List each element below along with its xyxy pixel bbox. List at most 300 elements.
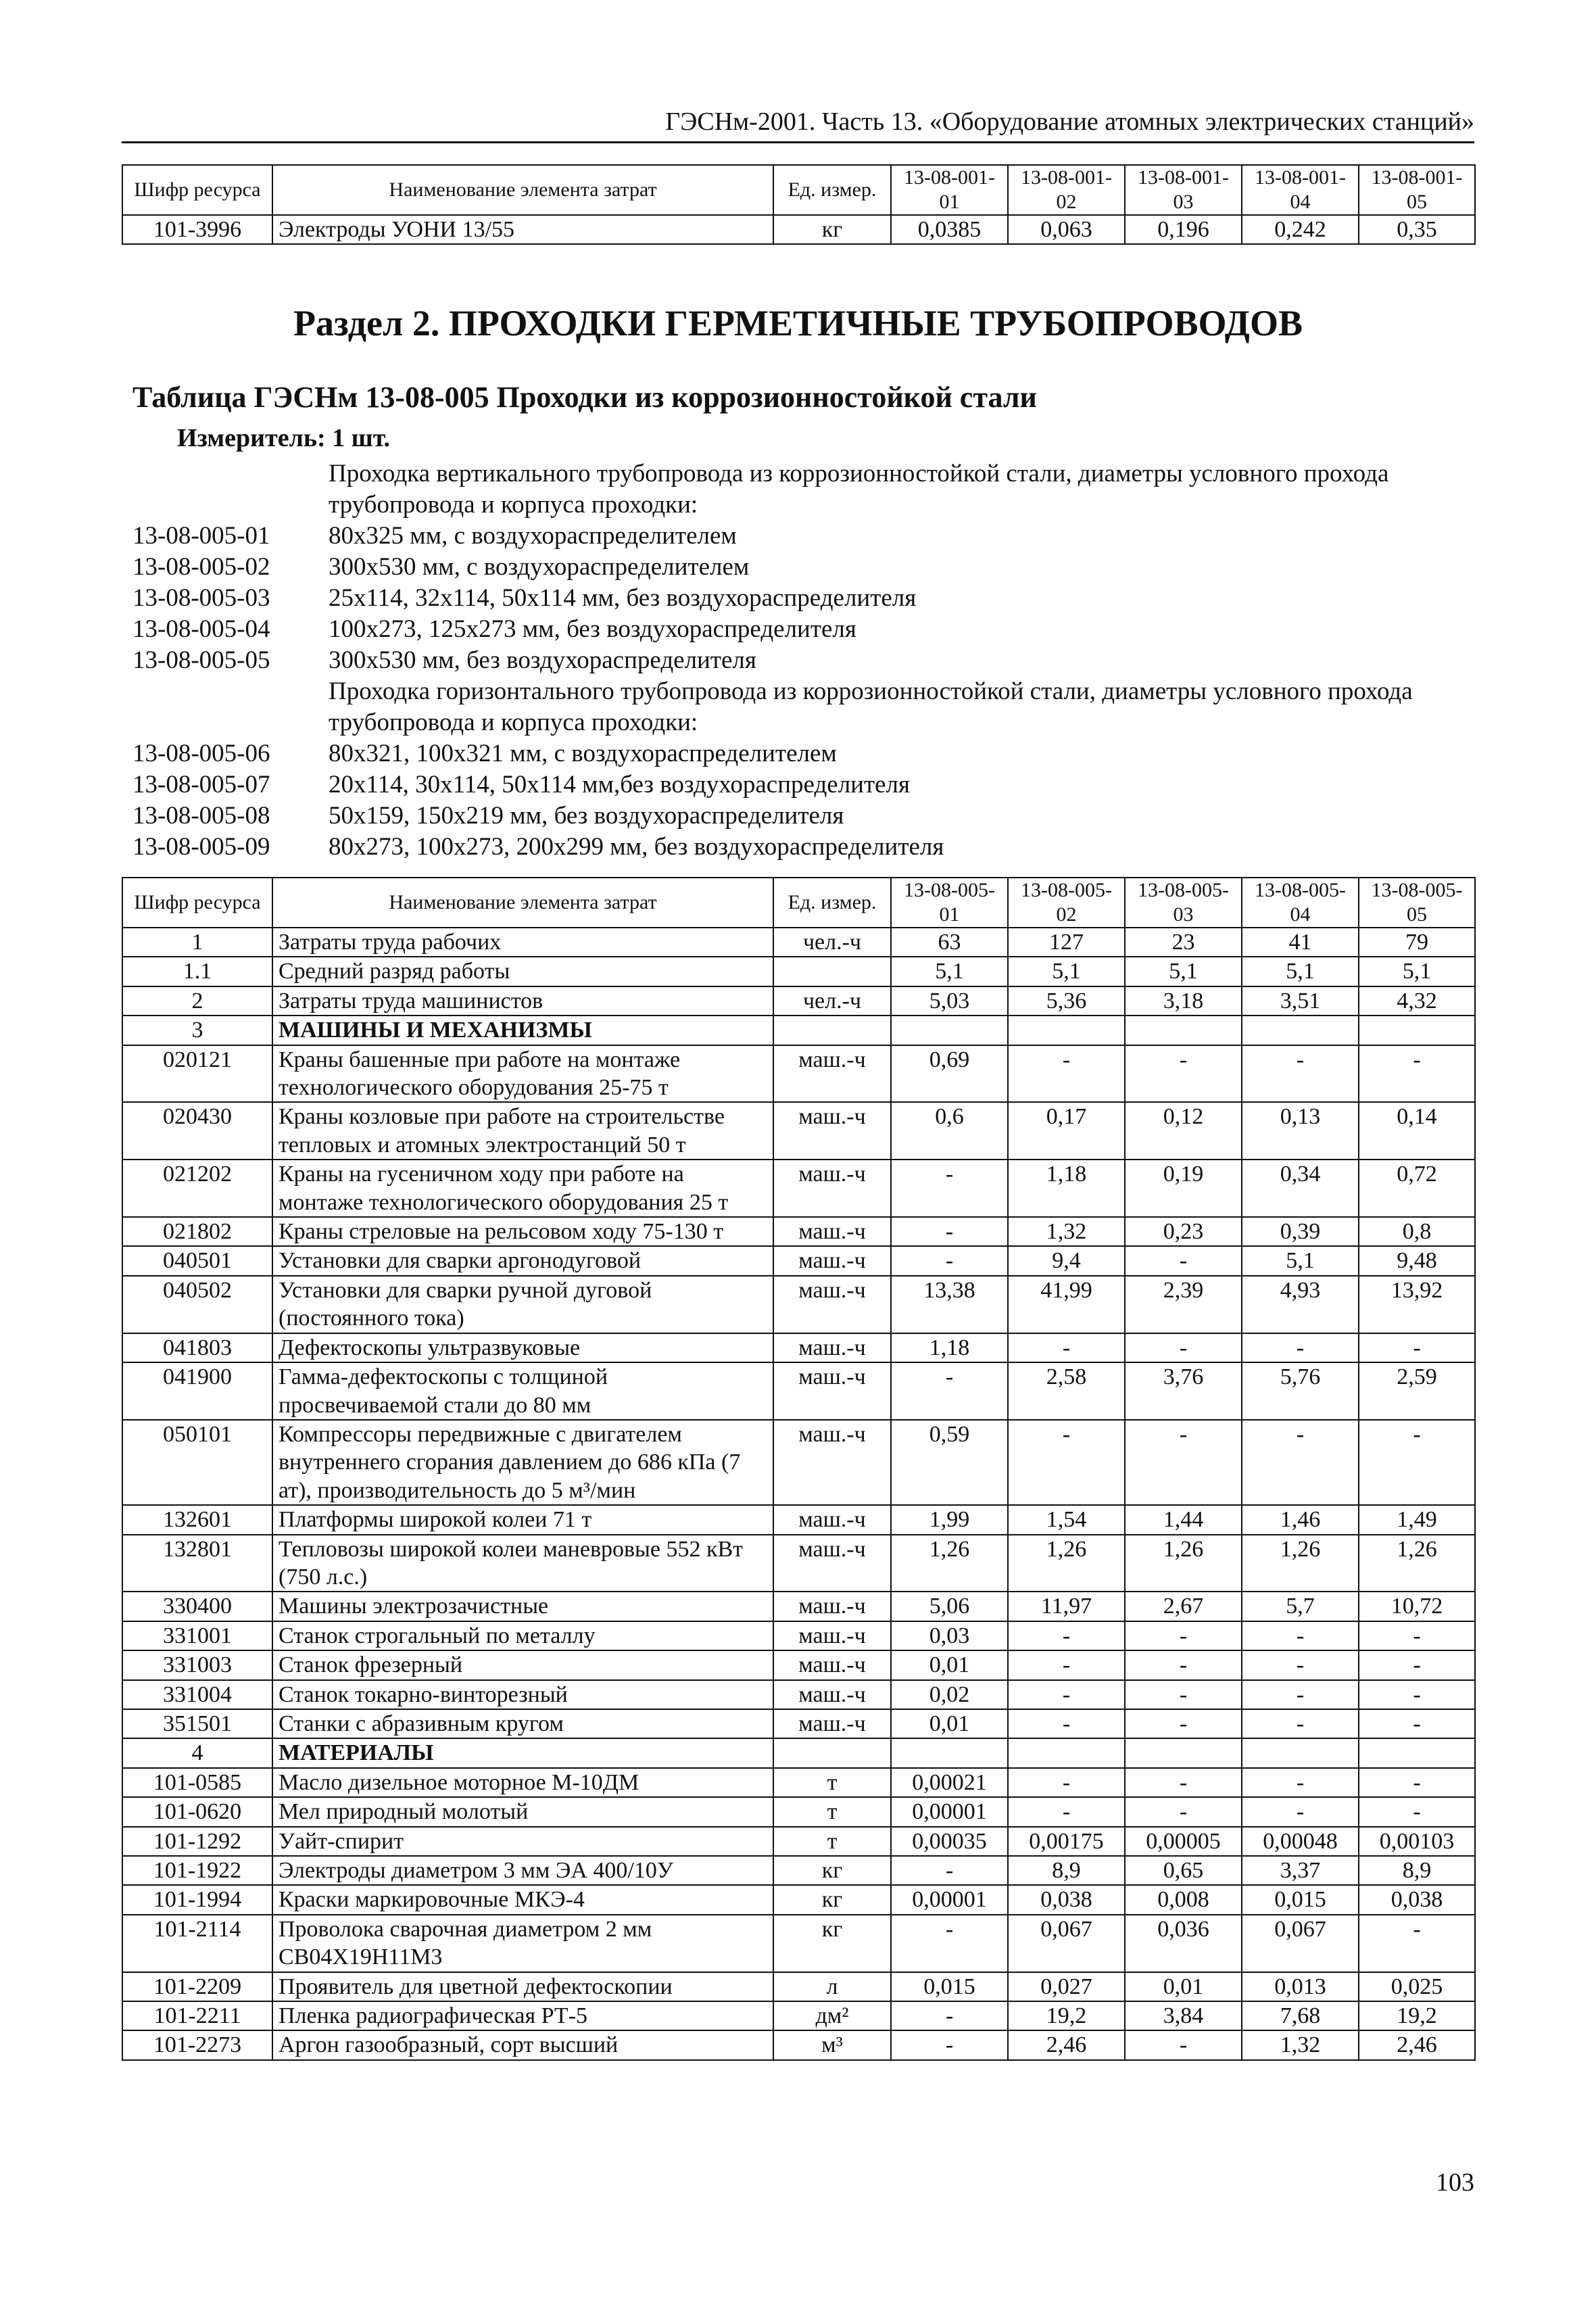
norm-value: 0,00035 bbox=[891, 1827, 1008, 1856]
resource-name: Проволока сварочная диаметром 2 мм СВ04Х19Н11М3 bbox=[272, 1915, 773, 1972]
norm-value: - bbox=[1359, 1045, 1475, 1103]
resource-code: 101-2114 bbox=[122, 1915, 272, 1972]
description-text: 25х114, 32х114, 50х114 мм, без воздухораспределителя bbox=[329, 584, 917, 612]
norm-value: 1,26 bbox=[1359, 1535, 1475, 1592]
norm-value: - bbox=[1008, 1680, 1125, 1709]
resource-name: Установки для сварки аргонодуговой bbox=[272, 1246, 773, 1275]
column-header-name: Наименование элемента затрат bbox=[272, 878, 773, 928]
column-header-norm: 13-08-005-05 bbox=[1359, 878, 1475, 928]
norm-value: 41,99 bbox=[1008, 1276, 1125, 1333]
norm-value: - bbox=[1125, 1333, 1242, 1362]
resource-code: 132601 bbox=[122, 1505, 272, 1534]
table-row bbox=[122, 1856, 1475, 1885]
column-header-unit: Ед. измер. bbox=[773, 165, 891, 215]
unit: маш.-ч bbox=[773, 1650, 891, 1679]
norm-value: 5,03 bbox=[891, 986, 1008, 1016]
resource-name: Краны козловые при работе на строительстве тепловых и атомных электростанций 50 т bbox=[272, 1102, 773, 1160]
norm-value: 0,00103 bbox=[1359, 1827, 1475, 1856]
resource-name: Дефектоскопы ультразвуковые bbox=[272, 1333, 773, 1362]
norm-value: 11,97 bbox=[1008, 1592, 1125, 1621]
resource-code: 040501 bbox=[122, 1246, 272, 1275]
unit: т bbox=[773, 1827, 891, 1856]
table-row bbox=[122, 1650, 1475, 1679]
unit: кг bbox=[773, 1885, 891, 1914]
norm-value: - bbox=[891, 1915, 1008, 1972]
norm-value: 0,0385 bbox=[891, 215, 1008, 244]
norm-value: 8,9 bbox=[1359, 1856, 1475, 1885]
norm-value: - bbox=[1125, 1680, 1242, 1709]
resource-name: Станок фрезерный bbox=[272, 1650, 773, 1679]
norm-value: 9,4 bbox=[1008, 1246, 1125, 1275]
resource-name: МАШИНЫ И МЕХАНИЗМЫ bbox=[272, 1016, 773, 1045]
norm-value: - bbox=[1242, 1680, 1359, 1709]
resource-name: Аргон газообразный, сорт высший bbox=[272, 2030, 773, 2059]
norm-value: 0,17 bbox=[1008, 1102, 1125, 1160]
norm-value: 1,99 bbox=[891, 1505, 1008, 1534]
resource-code: 021202 bbox=[122, 1160, 272, 1217]
unit: маш.-ч bbox=[773, 1362, 891, 1420]
unit: чел.-ч bbox=[773, 928, 891, 957]
norm-value: 0,015 bbox=[891, 1972, 1008, 2001]
page-header: ГЭСНм-2001. Часть 13. «Оборудование атомных электрических станций» bbox=[122, 105, 1474, 143]
table-row bbox=[122, 1045, 1475, 1103]
resource-code: 101-2211 bbox=[122, 2001, 272, 2030]
unit: дм² bbox=[773, 2001, 891, 2030]
norm-value: 3,51 bbox=[1242, 986, 1359, 1016]
resource-code: 101-1994 bbox=[122, 1885, 272, 1914]
description-text: Проходка вертикального трубопровода из коррозионностойкой стали, диаметры условного прохода трубопровода и корпуса проходки: bbox=[329, 460, 1389, 519]
resource-name: Уайт-спирит bbox=[272, 1827, 773, 1856]
norm-code: 13-08-005-05 bbox=[132, 646, 270, 674]
norm-value bbox=[891, 1016, 1008, 1045]
norm-value: 127 bbox=[1008, 928, 1125, 957]
resource-code: 331001 bbox=[122, 1621, 272, 1650]
resource-code: 101-2209 bbox=[122, 1972, 272, 2001]
norm-value: 0,02 bbox=[891, 1680, 1008, 1709]
resource-name: Тепловозы широкой колеи маневровые 552 кВт (750 л.с.) bbox=[272, 1535, 773, 1592]
norm-value: 5,1 bbox=[891, 957, 1008, 986]
norm-value: 0,65 bbox=[1125, 1856, 1242, 1885]
resource-name: Машины электрозачистные bbox=[272, 1592, 773, 1621]
table-row bbox=[122, 986, 1475, 1016]
norm-value: - bbox=[1242, 1650, 1359, 1679]
norm-value: - bbox=[1125, 1045, 1242, 1103]
resource-code: 040502 bbox=[122, 1276, 272, 1333]
description-row bbox=[132, 614, 1478, 645]
description-text: 100х273, 125х273 мм, без воздухораспределителя bbox=[329, 615, 856, 643]
description-row bbox=[132, 676, 1478, 738]
unit: маш.-ч bbox=[773, 1680, 891, 1709]
column-header-norm: 13-08-005-03 bbox=[1125, 878, 1242, 928]
resource-name: Затраты труда рабочих bbox=[272, 928, 773, 957]
resource-name: Краски маркировочные МКЭ-4 bbox=[272, 1885, 773, 1914]
norm-value: 2,58 bbox=[1008, 1362, 1125, 1420]
norm-value: 63 bbox=[891, 928, 1008, 957]
norm-value: 0,34 bbox=[1242, 1160, 1359, 1217]
norm-value: 0,015 bbox=[1242, 1885, 1359, 1914]
norm-value: - bbox=[1242, 1621, 1359, 1650]
norm-value bbox=[1242, 1738, 1359, 1767]
norm-value: - bbox=[1125, 2030, 1242, 2059]
norm-value: 1,32 bbox=[1242, 2030, 1359, 2059]
unit: м³ bbox=[773, 2030, 891, 2059]
table-row bbox=[122, 2001, 1475, 2030]
norm-value: 5,06 bbox=[891, 1592, 1008, 1621]
table-row bbox=[122, 1160, 1475, 1217]
norm-value: 1,49 bbox=[1359, 1505, 1475, 1534]
column-header-unit: Ед. измер. bbox=[773, 878, 891, 928]
norm-value: 4,32 bbox=[1359, 986, 1475, 1016]
table-row bbox=[122, 1738, 1475, 1767]
resource-name: Установки для сварки ручной дуговой (постоянного тока) bbox=[272, 1276, 773, 1333]
resource-code: 050101 bbox=[122, 1420, 272, 1505]
description-row bbox=[132, 738, 1478, 769]
norm-value: 0,00021 bbox=[891, 1768, 1008, 1797]
description-row bbox=[132, 458, 1478, 521]
norm-code bbox=[132, 458, 329, 521]
description-text: 300х530 мм, без воздухораспределителя bbox=[329, 646, 756, 674]
norm-value: 0,01 bbox=[891, 1709, 1008, 1738]
norm-value: 0,063 bbox=[1008, 215, 1125, 244]
column-header-norm: 13-08-001-03 bbox=[1125, 165, 1242, 215]
description-row bbox=[132, 521, 1478, 552]
table-row bbox=[122, 1016, 1475, 1045]
norm-value bbox=[1359, 1016, 1475, 1045]
norm-code: 13-08-005-04 bbox=[132, 615, 270, 643]
norm-value bbox=[1359, 1738, 1475, 1767]
norm-value: 41 bbox=[1242, 928, 1359, 957]
description-row bbox=[132, 769, 1478, 801]
norm-value: - bbox=[1359, 1709, 1475, 1738]
norm-value: 2,67 bbox=[1125, 1592, 1242, 1621]
unit: маш.-ч bbox=[773, 1102, 891, 1160]
norm-value: 0,00005 bbox=[1125, 1827, 1242, 1856]
table-row bbox=[122, 1972, 1475, 2001]
norm-value: 0,038 bbox=[1008, 1885, 1125, 1914]
description-text: Проходка горизонтального трубопровода из коррозионностойкой стали, диаметры условного прохода трубопровода и корпуса проходки: bbox=[329, 677, 1413, 736]
norm-code: 13-08-005-08 bbox=[132, 802, 270, 830]
norm-value: - bbox=[1125, 1420, 1242, 1505]
description-text: 80х273, 100х273, 200х299 мм, без воздухораспределителя bbox=[329, 833, 944, 861]
resource-code: 331004 bbox=[122, 1680, 272, 1709]
resource-name: Компрессоры передвижные с двигателем внутреннего сгорания давлением до 686 кПа (7 ат), производительность до 5 м³/мин bbox=[272, 1420, 773, 1505]
norm-value: 0,038 bbox=[1359, 1885, 1475, 1914]
resource-code: 041900 bbox=[122, 1362, 272, 1420]
norm-value: 0,242 bbox=[1242, 215, 1359, 244]
norm-value: 0,036 bbox=[1125, 1915, 1242, 1972]
table-row bbox=[122, 1505, 1475, 1534]
table-row bbox=[122, 1709, 1475, 1738]
norm-value: - bbox=[1008, 1621, 1125, 1650]
norm-value: - bbox=[1242, 1797, 1359, 1826]
resource-code: 020121 bbox=[122, 1045, 272, 1103]
norm-value: 19,2 bbox=[1359, 2001, 1475, 2030]
norm-value: 0,00048 bbox=[1242, 1827, 1359, 1856]
resource-name: Пленка радиографическая РТ-5 bbox=[272, 2001, 773, 2030]
table-row bbox=[122, 1797, 1475, 1826]
norm-code: 13-08-005-03 bbox=[132, 584, 270, 612]
table-header-row bbox=[122, 165, 1475, 215]
norm-value: 0,196 bbox=[1125, 215, 1242, 244]
column-header-norm: 13-08-005-01 bbox=[891, 878, 1008, 928]
norm-value: 0,01 bbox=[1125, 1972, 1242, 2001]
column-header-norm: 13-08-001-01 bbox=[891, 165, 1008, 215]
norm-value: - bbox=[891, 2001, 1008, 2030]
norm-value: 0,59 bbox=[891, 1420, 1008, 1505]
description-text: 300х530 мм, с воздухораспределителем bbox=[329, 553, 750, 581]
norm-value: 5,7 bbox=[1242, 1592, 1359, 1621]
norm-value: - bbox=[1359, 1420, 1475, 1505]
norm-value: - bbox=[1008, 1420, 1125, 1505]
norm-value: - bbox=[1359, 1621, 1475, 1650]
norm-value: 19,2 bbox=[1008, 2001, 1125, 2030]
resource-name: Мел природный молотый bbox=[272, 1797, 773, 1826]
unit: маш.-ч bbox=[773, 1621, 891, 1650]
norm-code: 13-08-005-01 bbox=[132, 522, 270, 550]
norm-value bbox=[1125, 1738, 1242, 1767]
resource-code: 020430 bbox=[122, 1102, 272, 1160]
norm-code bbox=[132, 676, 329, 738]
resource-name: Краны башенные при работе на монтаже технологического оборудования 25-75 т bbox=[272, 1045, 773, 1103]
description-row bbox=[132, 552, 1478, 583]
norm-value: 2,39 bbox=[1125, 1276, 1242, 1333]
resource-name: Электроды УОНИ 13/55 bbox=[272, 215, 773, 244]
description-text: 20х114, 30х114, 50х114 мм,без воздухораспределителя bbox=[329, 771, 911, 798]
column-header-norm: 13-08-001-04 bbox=[1242, 165, 1359, 215]
norm-value: - bbox=[1008, 1045, 1125, 1103]
table-row bbox=[122, 1680, 1475, 1709]
norm-value: - bbox=[1008, 1768, 1125, 1797]
table-row bbox=[122, 1217, 1475, 1246]
norm-value: - bbox=[1242, 1333, 1359, 1362]
description-text: 80х325 мм, с воздухораспределителем bbox=[329, 522, 737, 550]
resource-code: 101-0620 bbox=[122, 1797, 272, 1826]
norm-value: 9,48 bbox=[1359, 1246, 1475, 1275]
norm-value: 8,9 bbox=[1008, 1856, 1125, 1885]
resource-code: 041803 bbox=[122, 1333, 272, 1362]
resource-code: 4 bbox=[122, 1738, 272, 1767]
norm-value: - bbox=[1125, 1709, 1242, 1738]
table-row bbox=[122, 1768, 1475, 1797]
norm-value: 0,025 bbox=[1359, 1972, 1475, 2001]
norm-value: - bbox=[891, 1246, 1008, 1275]
norm-value: - bbox=[891, 2030, 1008, 2059]
norm-value: 3,84 bbox=[1125, 2001, 1242, 2030]
resource-name: Затраты труда машинистов bbox=[272, 986, 773, 1016]
resource-code: 331003 bbox=[122, 1650, 272, 1679]
table-row bbox=[122, 1276, 1475, 1333]
table-row bbox=[122, 1827, 1475, 1856]
norm-value: - bbox=[1125, 1650, 1242, 1679]
resource-name: Станок строгальный по металлу bbox=[272, 1621, 773, 1650]
resource-code: 1 bbox=[122, 928, 272, 957]
table-row bbox=[122, 1362, 1475, 1420]
norm-value: 5,76 bbox=[1242, 1362, 1359, 1420]
norm-value: - bbox=[1242, 1768, 1359, 1797]
norm-value: 2,59 bbox=[1359, 1362, 1475, 1420]
table-row bbox=[122, 1621, 1475, 1650]
norm-value: 5,1 bbox=[1359, 957, 1475, 986]
unit bbox=[773, 1738, 891, 1767]
norm-value: - bbox=[1359, 1915, 1475, 1972]
resource-code: 021802 bbox=[122, 1217, 272, 1246]
unit: кг bbox=[773, 215, 891, 244]
norm-value: 1,26 bbox=[1242, 1535, 1359, 1592]
norm-value: 0,027 bbox=[1008, 1972, 1125, 2001]
norm-value: 0,19 bbox=[1125, 1160, 1242, 1217]
resource-name: Масло дизельное моторное М-10ДМ bbox=[272, 1768, 773, 1797]
norm-value: 0,067 bbox=[1008, 1915, 1125, 1972]
unit: маш.-ч bbox=[773, 1217, 891, 1246]
norm-value: - bbox=[1359, 1680, 1475, 1709]
norm-value: 0,013 bbox=[1242, 1972, 1359, 2001]
table-row bbox=[122, 957, 1475, 986]
norm-value: - bbox=[1242, 1420, 1359, 1505]
resource-code: 1.1 bbox=[122, 957, 272, 986]
top-cost-table bbox=[122, 164, 1476, 245]
unit: маш.-ч bbox=[773, 1535, 891, 1592]
table-row bbox=[122, 928, 1475, 957]
unit: чел.-ч bbox=[773, 986, 891, 1016]
norm-value: 1,32 bbox=[1008, 1217, 1125, 1246]
unit: маш.-ч bbox=[773, 1246, 891, 1275]
description-row bbox=[132, 645, 1478, 676]
norm-value: 0,8 bbox=[1359, 1217, 1475, 1246]
unit: т bbox=[773, 1797, 891, 1826]
unit: маш.-ч bbox=[773, 1505, 891, 1534]
resource-code: 132801 bbox=[122, 1535, 272, 1592]
norm-value: 0,12 bbox=[1125, 1102, 1242, 1160]
norm-value: - bbox=[1359, 1768, 1475, 1797]
description-text: 50х159, 150х219 мм, без воздухораспределителя bbox=[329, 802, 844, 830]
column-header-norm: 13-08-001-02 bbox=[1008, 165, 1125, 215]
norm-value bbox=[1008, 1738, 1125, 1767]
norm-value: 23 bbox=[1125, 928, 1242, 957]
norm-value: - bbox=[1008, 1709, 1125, 1738]
unit: маш.-ч bbox=[773, 1592, 891, 1621]
description-row bbox=[132, 583, 1478, 614]
norm-value bbox=[891, 1738, 1008, 1767]
norm-value bbox=[1125, 1016, 1242, 1045]
measure-unit: Измеритель: 1 шт. bbox=[177, 424, 391, 452]
norm-value: 1,26 bbox=[1008, 1535, 1125, 1592]
column-header-norm: 13-08-001-05 bbox=[1359, 165, 1475, 215]
table-row bbox=[122, 1102, 1475, 1160]
norm-value: - bbox=[1125, 1246, 1242, 1275]
column-header-code: Шифр ресурса bbox=[122, 165, 272, 215]
norm-value: - bbox=[1008, 1650, 1125, 1679]
resource-code: 101-1922 bbox=[122, 1856, 272, 1885]
norm-value bbox=[1242, 1016, 1359, 1045]
norm-value: 1,44 bbox=[1125, 1505, 1242, 1534]
norm-value: 1,26 bbox=[1125, 1535, 1242, 1592]
unit: кг bbox=[773, 1856, 891, 1885]
table-row bbox=[122, 1246, 1475, 1275]
norm-value bbox=[1008, 1016, 1125, 1045]
norm-value: 1,26 bbox=[891, 1535, 1008, 1592]
norm-value: 3,37 bbox=[1242, 1856, 1359, 1885]
table-row bbox=[122, 1915, 1475, 1972]
resource-name: МАТЕРИАЛЫ bbox=[272, 1738, 773, 1767]
resource-code: 101-1292 bbox=[122, 1827, 272, 1856]
resource-name: Станок токарно-винторезный bbox=[272, 1680, 773, 1709]
norm-value: 0,00001 bbox=[891, 1885, 1008, 1914]
norm-value: - bbox=[891, 1217, 1008, 1246]
norm-value: 0,69 bbox=[891, 1045, 1008, 1103]
norm-code: 13-08-005-07 bbox=[132, 771, 270, 798]
norm-value: 13,38 bbox=[891, 1276, 1008, 1333]
unit: маш.-ч bbox=[773, 1160, 891, 1217]
page-number: 103 bbox=[1436, 2168, 1474, 2197]
norm-value: - bbox=[1125, 1621, 1242, 1650]
description-row bbox=[132, 801, 1478, 832]
resource-name: Гамма-дефектоскопы с толщиной просвечиваемой стали до 80 мм bbox=[272, 1362, 773, 1420]
norm-value: 7,68 bbox=[1242, 2001, 1359, 2030]
norm-value: - bbox=[1359, 1333, 1475, 1362]
resource-name: Краны стреловые на рельсовом ходу 75-130 т bbox=[272, 1217, 773, 1246]
unit: маш.-ч bbox=[773, 1709, 891, 1738]
description-text: 80х321, 100х321 мм, с воздухораспределителем bbox=[329, 740, 837, 767]
resource-code: 101-3996 bbox=[122, 215, 272, 244]
norm-value: 2,46 bbox=[1359, 2030, 1475, 2059]
norm-value: 0,008 bbox=[1125, 1885, 1242, 1914]
norm-value: 1,46 bbox=[1242, 1505, 1359, 1534]
norm-value: 3,76 bbox=[1125, 1362, 1242, 1420]
resource-code: 3 bbox=[122, 1016, 272, 1045]
norm-value: 10,72 bbox=[1359, 1592, 1475, 1621]
norm-value: 0,067 bbox=[1242, 1915, 1359, 1972]
unit bbox=[773, 957, 891, 986]
resource-code: 351501 bbox=[122, 1709, 272, 1738]
unit bbox=[773, 1016, 891, 1045]
norm-value: - bbox=[1242, 1045, 1359, 1103]
norm-value: - bbox=[1125, 1797, 1242, 1826]
norm-value: 1,18 bbox=[1008, 1160, 1125, 1217]
norm-value: - bbox=[891, 1856, 1008, 1885]
norm-value: - bbox=[1125, 1768, 1242, 1797]
resource-name: Платформы широкой колеи 71 т bbox=[272, 1505, 773, 1534]
resource-code: 101-0585 bbox=[122, 1768, 272, 1797]
norm-value: - bbox=[1008, 1797, 1125, 1826]
norm-code: 13-08-005-09 bbox=[132, 833, 270, 861]
table-row bbox=[122, 1535, 1475, 1592]
resource-code: 101-2273 bbox=[122, 2030, 272, 2059]
norm-value: 4,93 bbox=[1242, 1276, 1359, 1333]
unit: маш.-ч bbox=[773, 1333, 891, 1362]
norm-value: 1,54 bbox=[1008, 1505, 1125, 1534]
norm-value: 0,14 bbox=[1359, 1102, 1475, 1160]
norm-code: 13-08-005-06 bbox=[132, 740, 270, 767]
resource-table bbox=[122, 877, 1476, 2061]
top-table-body bbox=[122, 215, 1475, 244]
unit: маш.-ч bbox=[773, 1045, 891, 1103]
norm-code: 13-08-005-02 bbox=[132, 553, 270, 581]
work-descriptions bbox=[132, 458, 1478, 863]
resource-name: Станки с абразивным кругом bbox=[272, 1709, 773, 1738]
norm-value: 0,72 bbox=[1359, 1160, 1475, 1217]
unit: кг bbox=[773, 1915, 891, 1972]
norm-value: 2,46 bbox=[1008, 2030, 1125, 2059]
table-row bbox=[122, 2030, 1475, 2059]
resource-code: 330400 bbox=[122, 1592, 272, 1621]
norm-value: 0,23 bbox=[1125, 1217, 1242, 1246]
norm-value: 0,00175 bbox=[1008, 1827, 1125, 1856]
unit: маш.-ч bbox=[773, 1420, 891, 1505]
description-row bbox=[132, 832, 1478, 863]
resource-name: Краны на гусеничном ходу при работе на монтаже технологического оборудования 25 т bbox=[272, 1160, 773, 1217]
norm-value: - bbox=[1242, 1709, 1359, 1738]
unit: л bbox=[773, 1972, 891, 2001]
